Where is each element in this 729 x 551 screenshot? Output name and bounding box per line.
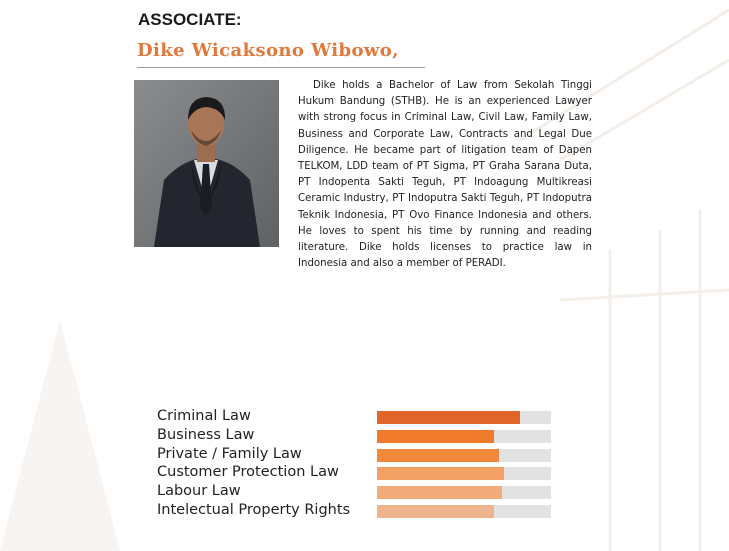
skill-bar-fill bbox=[377, 505, 494, 518]
skill-bar-track bbox=[377, 449, 551, 462]
skill-label: Business Law bbox=[157, 426, 255, 443]
skill-bar-fill bbox=[377, 449, 499, 462]
skill-label: Criminal Law bbox=[157, 408, 251, 424]
skill-bar-track bbox=[377, 486, 551, 499]
skill-label: Labour Law bbox=[157, 483, 241, 500]
skill-bar-fill bbox=[377, 486, 502, 499]
skill-bar-track bbox=[377, 505, 551, 518]
skill-bar-fill bbox=[377, 411, 520, 424]
biography-text: Dike holds a Bachelor of Law from Sekolah Tinggi Hukum Bandung (STHB). He is an experienced Lawyer with strong focus in Criminal Law, Civil Law, Family Law, Business and Corporate Law, Contracts and Legal Due Diligence. He became part of litigation team of Dapen TELKOM, LDD team of PT Sigma, PT Graha Sarana Duta, PT Indopenta Sakti Teguh, PT Indoagung Multikreasi Ceramic Industry, PT Indoputra Sakti Teguh, PT Indoputra Teknik Indonesia, PT Ovo Finance Indonesia and others. He loves to spent his time by running and reading literature. Dike holds licenses to practice law in Indonesia and also a member of PERADI. bbox=[298, 80, 592, 270]
role-heading: ASSOCIATE: bbox=[138, 10, 242, 29]
skill-label: Private / Family Law bbox=[157, 445, 302, 462]
skill-bar-fill bbox=[377, 430, 494, 443]
skill-label: Customer Protection Law bbox=[157, 464, 339, 481]
person-name: Dike Wicaksono Wibowo, bbox=[137, 40, 399, 61]
skill-bar-fill bbox=[377, 467, 504, 480]
skill-bar-track bbox=[377, 430, 551, 443]
skill-bar-track bbox=[377, 467, 551, 480]
skill-label: Intelectual Property Rights bbox=[157, 502, 351, 518]
skill-bar-track bbox=[377, 411, 551, 424]
